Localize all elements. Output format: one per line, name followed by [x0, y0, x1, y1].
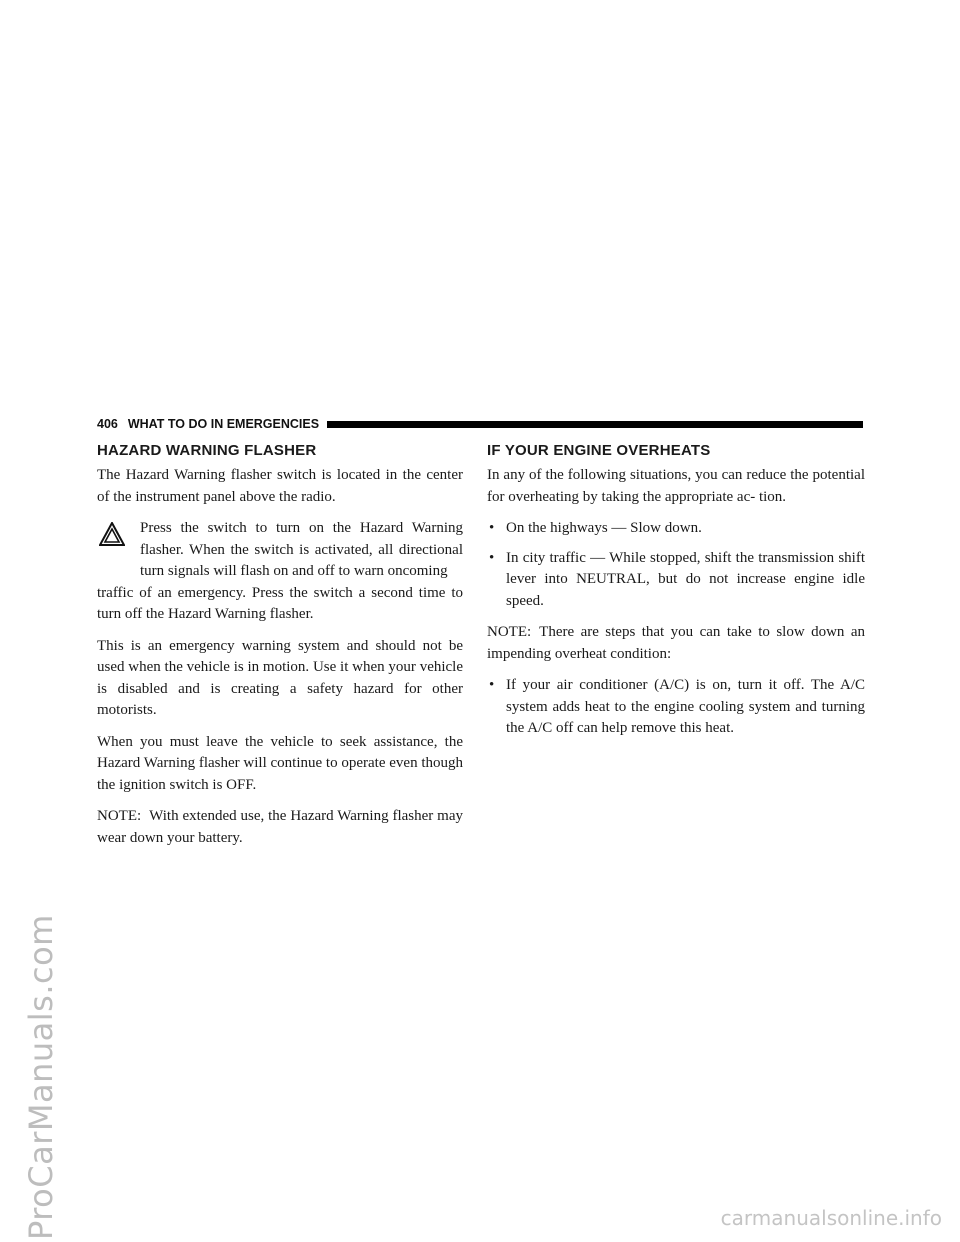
list-item-text: In city traffic — While stopped, shift the transmission shift lever into NEUTRAL, but do not increase engine idle speed.: [506, 549, 865, 609]
list-item-text: On the highways — Slow down.: [506, 520, 702, 536]
page-header: [97, 416, 863, 432]
overheat-note: [487, 622, 865, 665]
left-column: [97, 438, 463, 859]
warning-text-rest: traffic of an emergency. Press the switch a second time to turn off the Hazard Warning flasher.: [97, 584, 463, 622]
warning-text-indented: Press the switch to turn on the Hazard Warning flasher. When the switch is activated, all directional turn signals will flash on and off to warn oncoming: [140, 520, 463, 579]
overheat-bullets-2: [487, 675, 865, 740]
right-column: [487, 438, 865, 750]
overheat-intro: In any of the following situations, you can reduce the potential for overheating by taking the appropriate ac- tion.: [487, 467, 865, 505]
overheat-heading: IF YOUR ENGINE OVERHEATS: [487, 442, 711, 459]
bullet-icon: •: [489, 520, 495, 536]
list-item: [487, 518, 865, 540]
page-number: 406: [97, 417, 118, 431]
note-label: NOTE:: [97, 808, 142, 824]
warning-block: [97, 518, 463, 626]
note-label: NOTE:: [487, 624, 532, 640]
note-text: With extended use, the Hazard Warning flasher may wear down your battery.: [97, 808, 463, 846]
section-title: WHAT TO DO IN EMERGENCIES: [127, 417, 320, 431]
hazard-paragraph-3: When you must leave the vehicle to seek assistance, the Hazard Warning flasher will continue to operate even though the ignition switch is OFF.: [97, 733, 463, 793]
warning-text: [97, 518, 463, 626]
side-watermark: ProCarManuals.com: [22, 914, 60, 1240]
warning-triangle-icon: [99, 522, 125, 546]
bullet-icon: •: [489, 677, 495, 693]
list-item-text: If your air conditioner (A/C) is on, turn it off. The A/C system adds heat to the engine cooling system and turning the A/C off can help remove this heat.: [506, 677, 865, 736]
hazard-paragraph-2: This is an emergency warning system and should not be used when the vehicle is in motion. Use it when your vehicle is disabled and is creating a safety hazard for other motorists.: [97, 637, 463, 718]
overheat-bullets-1: [487, 518, 865, 612]
list-item: [487, 675, 865, 740]
hazard-heading: HAZARD WARNING FLASHER: [97, 442, 317, 459]
bullet-icon: •: [489, 549, 495, 566]
note-text: There are steps that you can take to slow down an impending overheat condition:: [487, 624, 865, 662]
list-item: [487, 548, 865, 613]
hazard-intro: The Hazard Warning flasher switch is located in the center of the instrument panel above the radio.: [97, 467, 463, 505]
hazard-note: [97, 806, 463, 849]
header-rule: [327, 421, 863, 428]
footer-watermark: carmanualsonline.info: [720, 1206, 942, 1230]
